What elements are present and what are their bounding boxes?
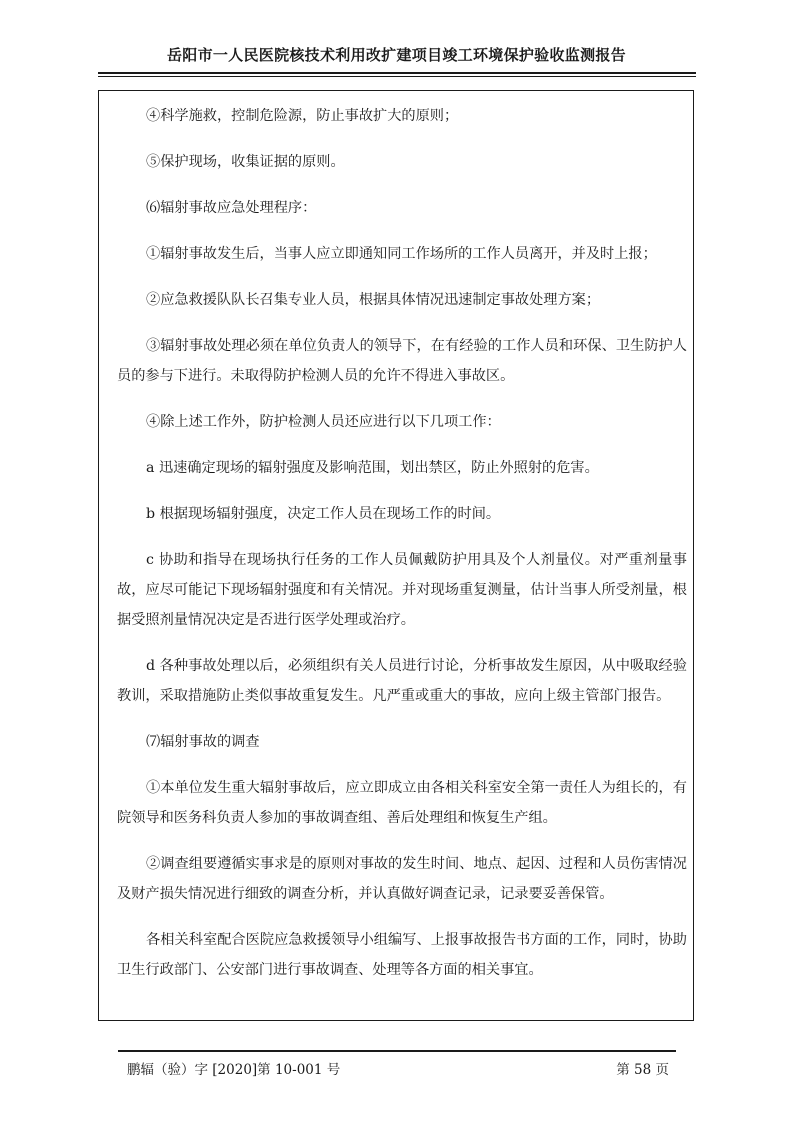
paragraph-investigation-2: ②调查组要遵循实事求是的原则对事故的发生时间、地点、起因、过程和人员伤害情况及财产损失情况进行细致的调查分析，并认真做好调查记录，记录要妥善保管。	[117, 856, 687, 902]
paragraph-task-a: a 迅速确定现场的辐射强度及影响范围，划出禁区，防止外照射的危害。	[146, 460, 599, 476]
paragraph-task-b: b 根据现场辐射强度，决定工作人员在现场工作的时间。	[146, 506, 501, 522]
paragraph-principle-5: ⑤保护现场，收集证据的原则。	[146, 154, 345, 170]
header-divider-thick	[98, 72, 696, 74]
paragraph-procedure-heading: ⑹辐射事故应急处理程序：	[146, 200, 317, 216]
footer-divider	[118, 1050, 676, 1052]
page-number: 第 58 页	[616, 1062, 669, 1078]
report-header-title: 岳阳市一人民医院核技术利用改扩建项目竣工环境保护验收监测报告	[166, 46, 626, 64]
paragraph-task-d: d 各种事故处理以后，必须组织有关人员进行讨论，分析事故发生原因，从中吸取经验教训，采取措施防止类似事故重复发生。凡严重或重大的事故，应向上级主管部门报告。	[117, 658, 687, 704]
paragraph-procedure-1: ①辐射事故发生后，当事人应立即通知同工作场所的工作人员离开，并及时上报；	[146, 246, 657, 262]
paragraph-investigation-heading: ⑺辐射事故的调查	[146, 734, 260, 750]
paragraph-investigation-1: ①本单位发生重大辐射事故后，应立即成立由各相关科室安全第一责任人为组长的，有院领导和医务科负责人参加的事故调查组、善后处理组和恢复生产组。	[117, 780, 687, 826]
paragraph-procedure-3: ③辐射事故处理必须在单位负责人的领导下，在有经验的工作人员和环保、卫生防护人员的参与下进行。未取得防护检测人员的允许不得进入事故区。	[117, 338, 687, 384]
paragraph-task-c: c 协助和指导在现场执行任务的工作人员佩戴防护用具及个人剂量仪。对严重剂量事故，应尽可能记下现场辐射强度和有关情况。并对现场重复测量，估计当事人所受剂量，根据受照剂量情况决定是否进行医学处理或治疗。	[117, 552, 687, 628]
paragraph-principle-4: ④科学施救，控制危险源，防止事故扩大的原则；	[146, 108, 459, 124]
paragraph-coordination: 各相关科室配合医院应急救援领导小组编写、上报事故报告书方面的工作，同时，协助卫生行政部门、公安部门进行事故调查、处理等各方面的相关事宜。	[117, 932, 687, 978]
header-divider-thin	[98, 76, 696, 77]
body-text	[117, 101, 687, 1001]
paragraph-procedure-4: ④除上述工作外，防护检测人员还应进行以下几项工作：	[146, 414, 501, 430]
paragraph-procedure-2: ②应急救援队队长召集专业人员，根据具体情况迅速制定事故处理方案；	[146, 292, 601, 308]
document-number: 鹏辐（验）字 [2020]第 10-001 号	[127, 1062, 341, 1078]
